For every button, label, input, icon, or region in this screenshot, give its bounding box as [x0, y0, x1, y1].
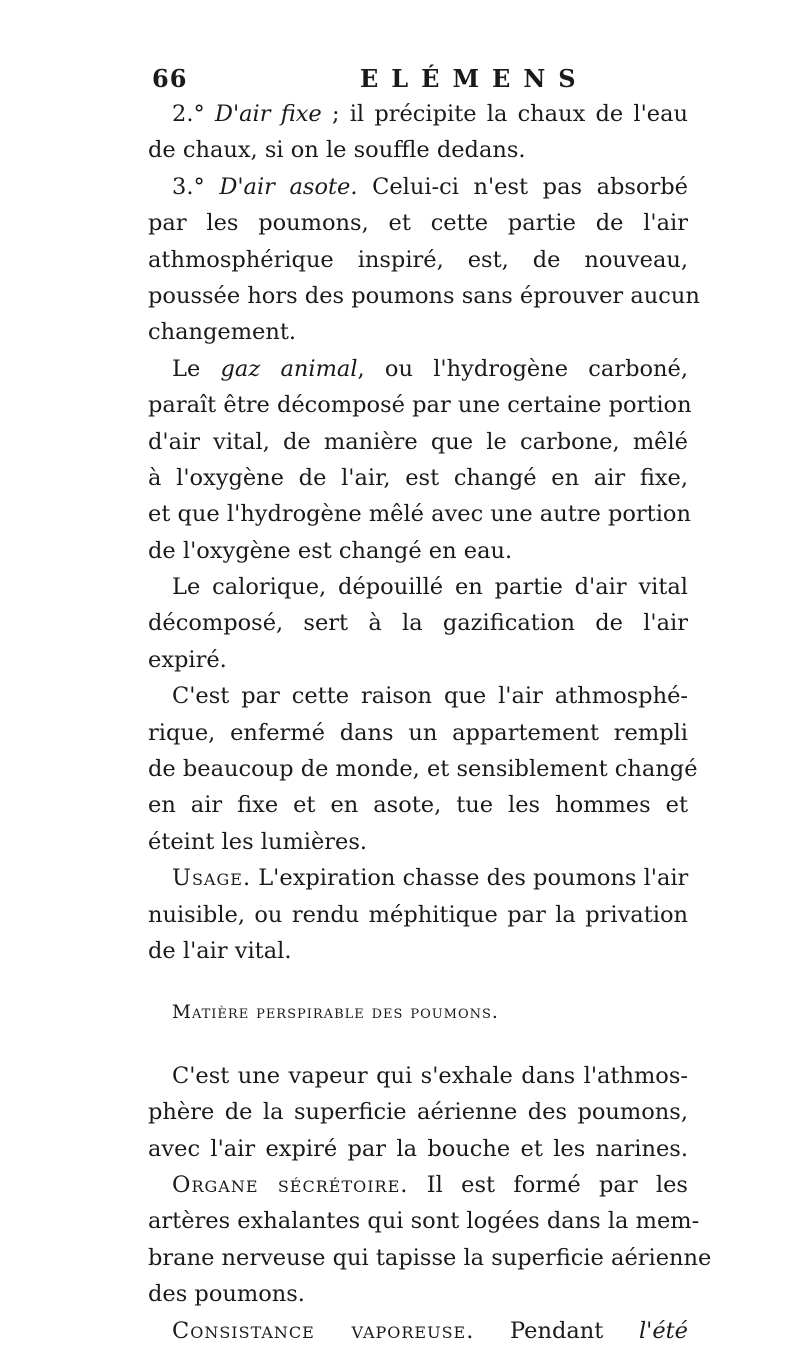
text-segment: Celui-ci n'est pas absorbé [357, 173, 688, 200]
text-line [148, 278, 700, 314]
text-segment: changement. [148, 319, 297, 346]
text-line [148, 1131, 688, 1167]
text-segment: de l'air vital. [148, 937, 292, 964]
text-line [148, 351, 688, 387]
section-heading [148, 995, 688, 1031]
text-line [148, 387, 692, 423]
text-segment: en air fixe et en asote, tue les hommes et [148, 792, 688, 819]
text-segment: d'air vital, de manière que le carbone, mêlé [148, 428, 688, 455]
text-line [148, 678, 688, 714]
text-segment: de chaux, si on le souffle dedans. [148, 137, 526, 164]
text-segment: de l'oxygène est changé en eau. [148, 537, 513, 564]
small-caps-text: Matière perspirable des poumons. [172, 1002, 499, 1024]
text-segment: et que l'hydrogène mêlé avec une autre portion [148, 501, 691, 528]
text-segment: éteint les lumières. [148, 828, 368, 855]
text-segment: Il est formé par les [408, 1171, 688, 1198]
text-segment: paraît être décomposé par une certaine portion [148, 392, 692, 419]
text-line [148, 496, 691, 532]
text-line [148, 787, 688, 823]
text-segment: artères exhalantes qui sont logées dans la mem- [148, 1208, 700, 1235]
italic-text: gaz animal [220, 355, 358, 382]
text-segment: ; il précipite la chaux de l'eau [321, 101, 688, 127]
text-line [148, 1203, 700, 1239]
text-line [148, 751, 698, 787]
italic-text: D'air fixe [214, 101, 322, 127]
small-caps-text: Organe sécrétoire. [172, 1171, 409, 1198]
text-line [148, 933, 688, 969]
text-line [148, 460, 688, 496]
text-line [148, 1058, 688, 1094]
text-segment: C'est une vapeur qui s'exhale dans l'athmos- [172, 1062, 688, 1089]
text-segment: nuisible, ou rendu méphitique par la privation [148, 901, 688, 928]
text-line [148, 860, 688, 896]
text-line [148, 1276, 688, 1312]
page-header [138, 64, 698, 100]
running-title: ELÉMENS [360, 64, 589, 93]
text-line [148, 424, 688, 460]
text-segment: à l'oxygène de l'air, est changé en air fixe, [148, 464, 688, 491]
text-segment: L'expiration chasse des poumons l'air [251, 865, 689, 892]
text-segment: athmosphérique inspiré, est, de nouveau, [148, 246, 688, 273]
text-segment: 3.° [172, 173, 220, 200]
text-line [148, 1313, 688, 1349]
text-segment: Le calorique, dépouillé en partie d'air vital [172, 574, 688, 601]
text-line [148, 1240, 712, 1276]
text-line [148, 132, 688, 168]
text-segment: brane nerveuse qui tapisse la superficie aérienne [148, 1244, 712, 1271]
text-segment: C'est par cette raison que l'air athmosphé- [172, 683, 688, 710]
italic-text: D'air asote. [219, 173, 358, 200]
text-line [148, 642, 688, 678]
text-line [148, 533, 688, 569]
text-line [148, 96, 688, 132]
text-line [148, 242, 688, 278]
text-segment: 2.° [172, 101, 215, 127]
text-segment: Le [172, 355, 221, 382]
text-segment: des poumons. [148, 1281, 305, 1308]
text-line [148, 1167, 688, 1203]
text-segment: avec l'air expiré par la bouche et les narines. [148, 1135, 688, 1162]
text-segment: Pendant [474, 1317, 639, 1344]
text-segment: par les poumons, et cette partie de l'air [148, 210, 688, 237]
text-line [148, 1094, 688, 1130]
body-text [148, 96, 712, 1349]
page-number: 66 [152, 64, 188, 93]
text-segment: poussée hors des poumons sans éprouver aucun [148, 282, 700, 309]
text-line [148, 205, 688, 241]
text-segment: décomposé, sert à la gazification de l'air [148, 610, 688, 637]
text-segment: , ou l'hydrogène carboné, [357, 355, 688, 382]
text-line [148, 569, 688, 605]
text-line [148, 897, 688, 933]
small-caps-text: Consistance vaporeuse. [172, 1317, 475, 1344]
text-line [148, 169, 688, 205]
text-line [148, 605, 688, 641]
text-segment: rique, enfermé dans un appartement rempli [148, 719, 688, 746]
text-segment: de beaucoup de monde, et sensiblement changé [148, 756, 698, 783]
text-line [148, 824, 688, 860]
text-line [148, 715, 688, 751]
text-segment: expiré. [148, 646, 227, 673]
small-caps-text: Usage. [172, 865, 252, 892]
text-segment: phère de la superficie aérienne des poumons, [148, 1099, 688, 1126]
text-line [148, 314, 688, 350]
italic-text: l'été [638, 1317, 688, 1344]
